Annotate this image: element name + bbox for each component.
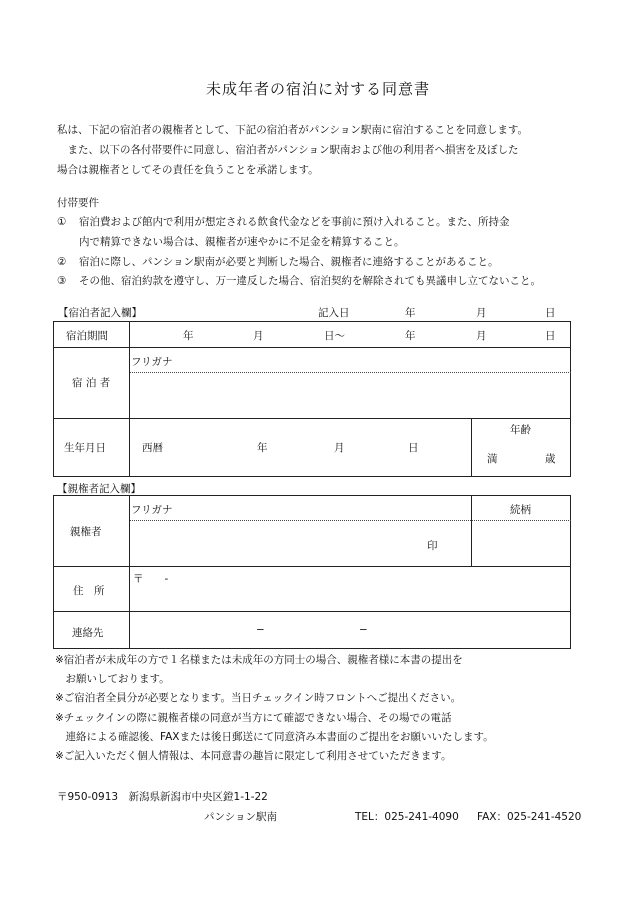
birth-day-unit: 日 (408, 442, 419, 454)
parent-furigana-label: フリガナ (131, 504, 173, 516)
condition-1-line-2: 内で精算できない場合は、親権者が速やかに不足金を精算すること。 (79, 236, 405, 248)
document-title: 未成年者の宿泊に対する同意書 (206, 80, 431, 98)
stay-to-month-unit: 月 (476, 330, 487, 342)
birth-year-unit: 年 (257, 442, 268, 454)
footer-name: パンション駅南 (204, 811, 278, 823)
entry-day-unit: 日 (545, 307, 556, 319)
parent-table-row-divider-1 (53, 566, 571, 567)
birth-month-unit: 月 (334, 442, 345, 454)
intro-line-3: 場合は親権者としてその責任を負うことを承諾します。 (57, 164, 319, 176)
condition-1-line-1: 宿泊費および館内で利用が想定される飲食代金などを事前に預け入れること。また、所持金 (79, 216, 510, 228)
parent-section-heading: 【親権者記入欄】 (57, 483, 141, 495)
stay-from-year-unit: 年 (183, 330, 194, 342)
parent-relation-column-divider (471, 495, 472, 566)
guest-table-row-divider-1 (53, 347, 571, 348)
entry-date-label: 記入日 (318, 307, 350, 319)
relation-label: 続柄 (510, 504, 531, 516)
parent-furigana-divider (129, 520, 571, 521)
note-line-4: ※チェックインの際に親権者様の同意が当方にて確認できない場合、その場での電話 (55, 712, 452, 724)
contact-dash-1: − (256, 624, 265, 636)
entry-year-unit: 年 (405, 307, 416, 319)
address-label: 住 所 (73, 585, 105, 597)
postal-code-field: 〒 - (133, 573, 169, 585)
intro-line-2: また、以下の各付帯要件に同意し、宿泊者がパンション駅南および他の利用者へ損害を及ぼした (57, 144, 519, 156)
guest-section-heading: 【宿泊者記入欄】 (58, 307, 142, 319)
note-line-1: ※宿泊者が未成年の方で１名様または未成年の方同士の場合、親権者様に本書の提出を (55, 654, 463, 666)
stay-period-label: 宿泊期間 (66, 330, 108, 342)
stay-to-day-unit: 日 (545, 330, 556, 342)
guest-furigana-label: フリガナ (131, 356, 173, 368)
condition-2-line-1: 宿泊に際し、パンション駅南が必要と判断した場合、親権者に連絡することがあること。 (79, 256, 499, 268)
stay-from-month-unit: 月 (253, 330, 264, 342)
condition-3-line-1: その他、宿泊約款を遵守し、万一違反した場合、宿泊契約を解除されても異議申し立てないこと。 (79, 275, 541, 287)
intro-line-1: 私は、下記の宿泊者の親権者として、下記の宿泊者がパンション駅南に宿泊することを同意します。 (57, 124, 528, 136)
note-line-2: お願いしております。 (55, 673, 170, 685)
contact-label: 連絡先 (72, 627, 104, 639)
age-label: 年齢 (510, 424, 531, 436)
guest-table-row-divider-2 (53, 418, 571, 419)
footer-address: 〒950-0913 新潟県新潟市中央区鐙1-1-22 (57, 791, 268, 803)
stay-to-year-unit: 年 (405, 330, 416, 342)
condition-num-1: ① (57, 216, 67, 228)
contact-dash-2: − (359, 624, 368, 636)
guest-age-column-divider (471, 418, 472, 477)
note-line-5: 連絡による確認後、FAXまたは後日郵送にて同意済み本書面のご提出をお願いいたします。 (55, 731, 494, 743)
age-unit: 歳 (545, 453, 556, 465)
parent-table (53, 495, 571, 649)
age-full-label: 満 (487, 453, 498, 465)
birth-era-label: 西暦 (142, 442, 163, 454)
entry-month-unit: 月 (476, 307, 487, 319)
parent-table-row-divider-2 (53, 611, 571, 612)
note-line-3: ※ご宿泊者全員分が必要となります。当日チェックイン時フロントへご提出ください。 (55, 692, 462, 704)
birth-date-label: 生年月日 (64, 442, 106, 454)
guest-name-label: 宿 泊 者 (72, 377, 111, 389)
footer-fax: FAX：025-241-4520 (477, 811, 582, 823)
guest-furigana-divider (129, 372, 571, 373)
guest-table-label-column-divider (129, 321, 130, 477)
condition-num-2: ② (57, 256, 67, 268)
seal-mark: 印 (427, 540, 438, 552)
condition-num-3: ③ (57, 275, 67, 287)
footer-tel: TEL：025-241-4090 (355, 811, 459, 823)
parent-table-label-column-divider (129, 495, 130, 649)
note-line-6: ※ご記入いただく個人情報は、本同意書の趣旨に限定して利用させていただきます。 (55, 750, 452, 762)
stay-from-day-unit: 日〜 (324, 330, 345, 342)
conditions-heading: 付帯要件 (57, 197, 99, 209)
parent-name-label: 親権者 (70, 526, 102, 538)
